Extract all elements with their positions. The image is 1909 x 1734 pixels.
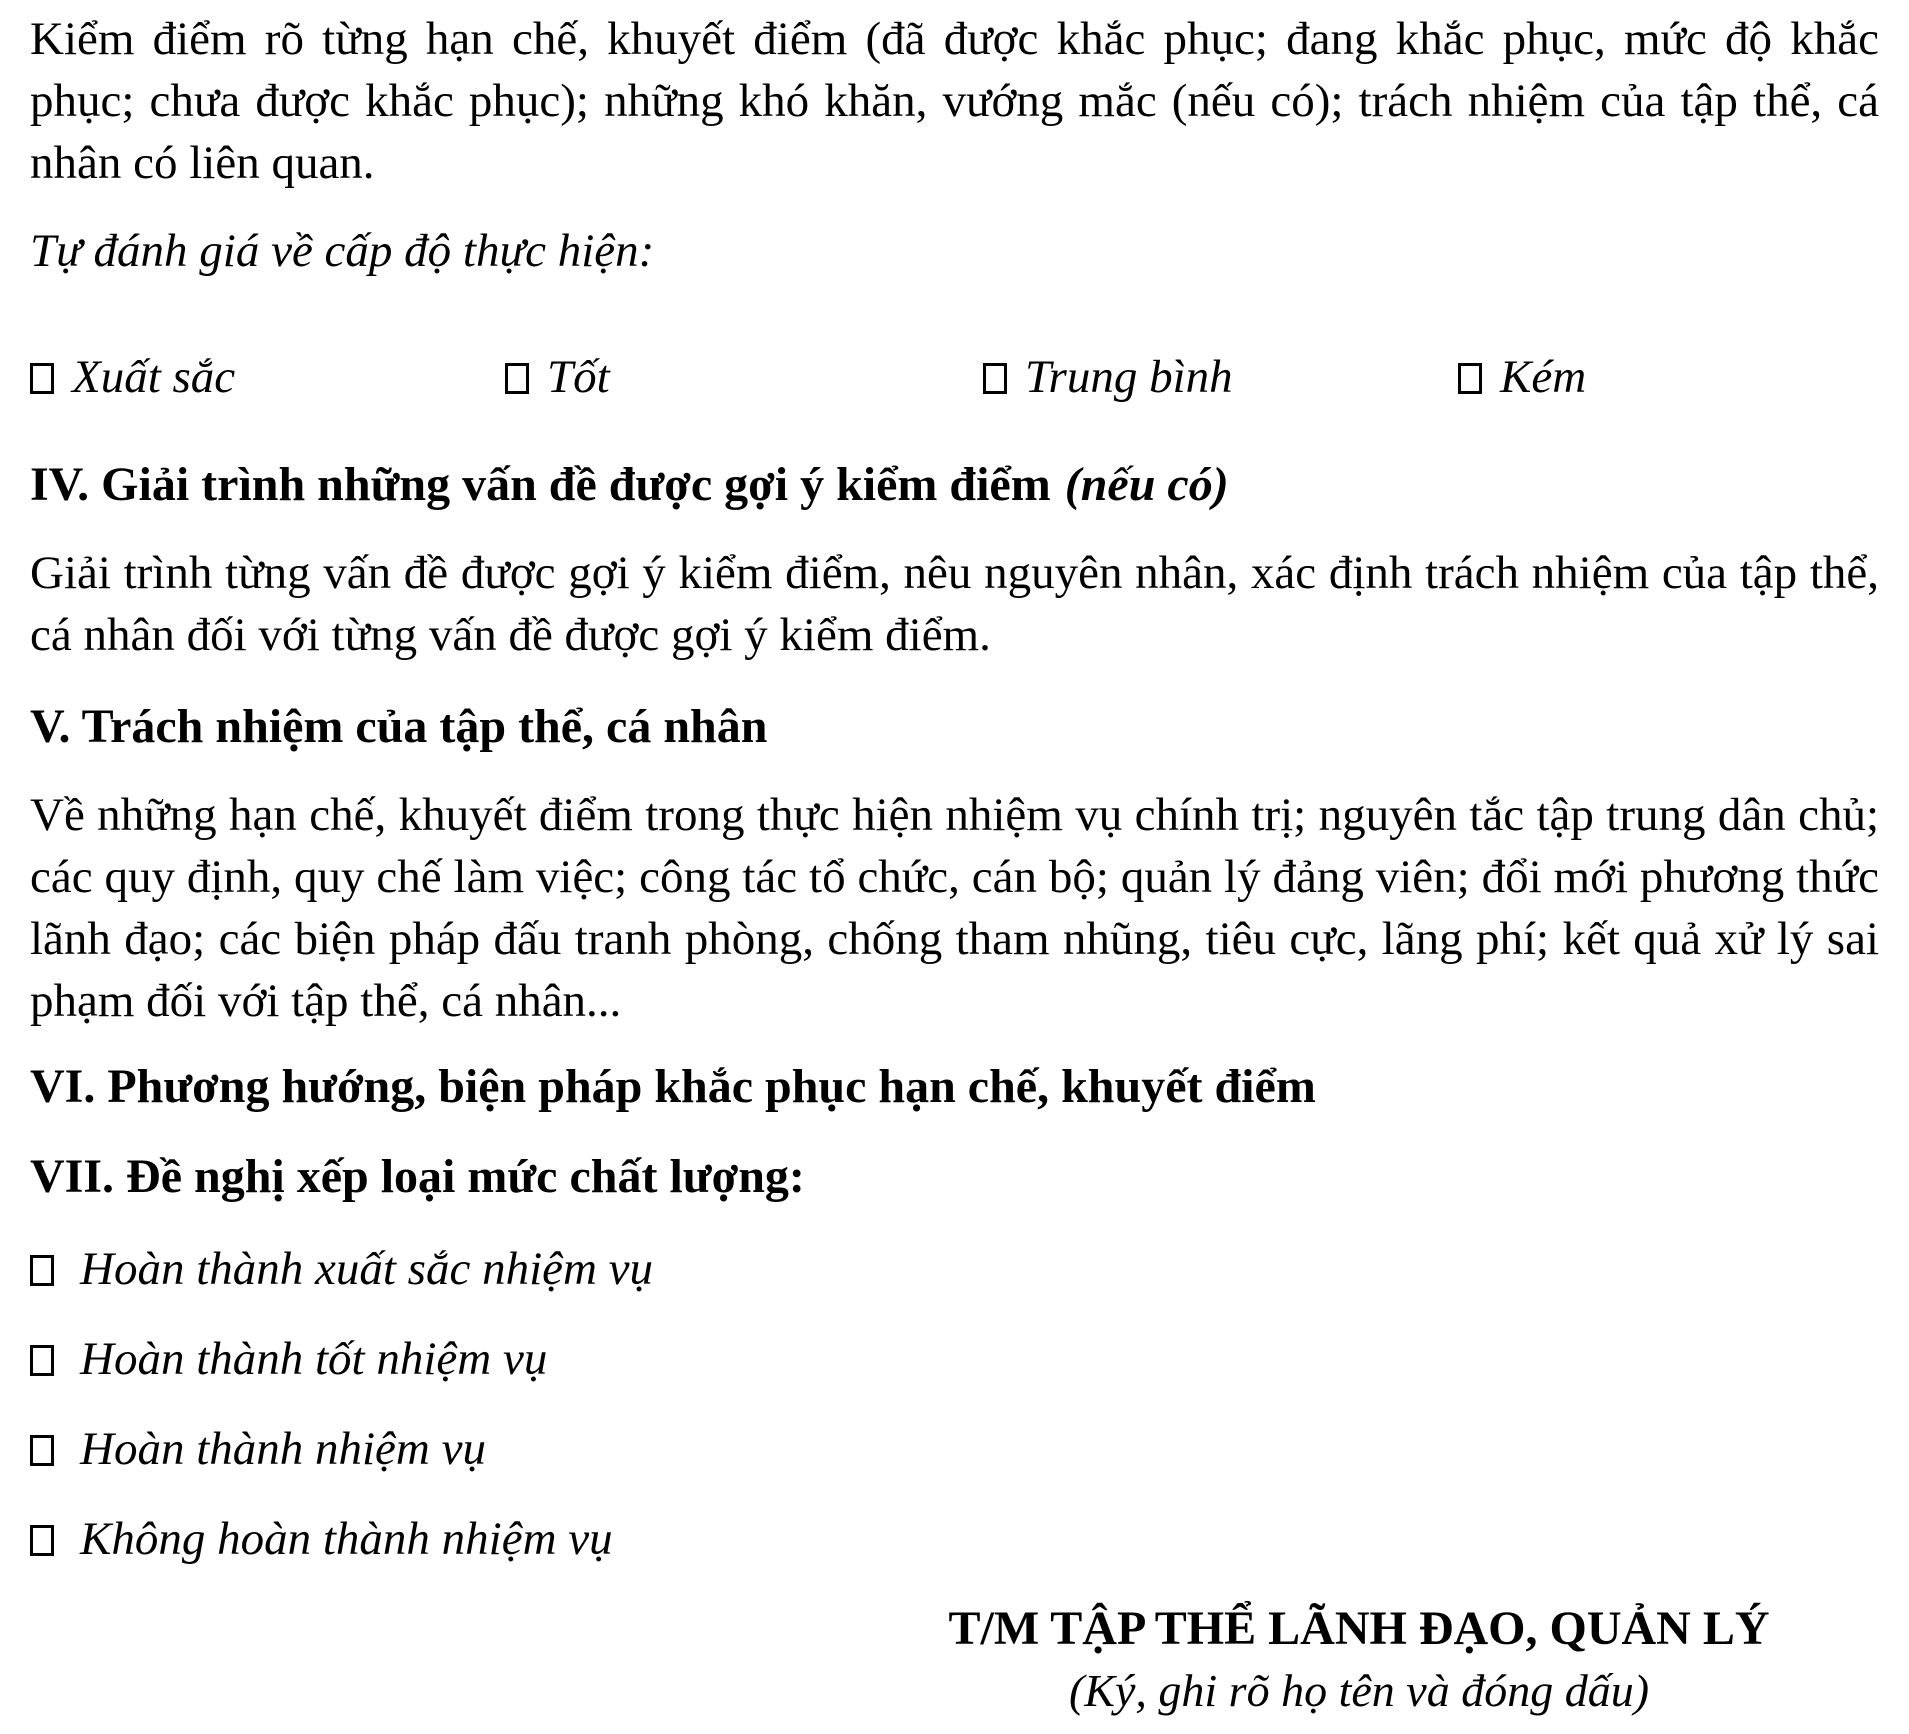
quality-option-label: Hoàn thành nhiệm vụ [80, 1423, 486, 1475]
rating-option-label: Kém [1500, 351, 1587, 403]
section-v-heading: V. Trách nhiệm của tập thể, cá nhân [30, 700, 768, 753]
quality-option-hoan-thanh[interactable] [30, 1418, 1879, 1480]
checkbox-icon[interactable] [30, 363, 54, 394]
checkbox-icon[interactable] [983, 363, 1007, 394]
quality-option-khong-hoan-thanh[interactable] [30, 1508, 1879, 1570]
signature-title: T/M TẬP THỂ LÃNH ĐẠO, QUẢN LÝ [948, 1602, 1770, 1655]
quality-option-hoan-thanh-xuat-sac[interactable] [30, 1238, 1879, 1300]
quality-option-hoan-thanh-tot[interactable] [30, 1328, 1879, 1390]
quality-option-label: Không hoàn thành nhiệm vụ [80, 1513, 613, 1565]
quality-rating-options [30, 1238, 1879, 1570]
checkbox-icon[interactable] [30, 1525, 54, 1556]
quality-option-label: Hoàn thành xuất sắc nhiệm vụ [80, 1243, 654, 1295]
checkbox-icon[interactable] [1458, 363, 1482, 394]
section-iv-heading [30, 454, 1879, 516]
section-iv-heading-text: IV. Giải trình những vấn đề được gợi ý kiểm điểm [30, 458, 1051, 511]
section-vii-heading: VII. Đề nghị xếp loại mức chất lượng: [30, 1150, 805, 1203]
rating-option-xuat-sac[interactable] [30, 346, 505, 408]
self-assessment-options [30, 346, 1879, 408]
rating-option-label: Tốt [547, 351, 610, 403]
rating-option-label: Xuất sắc [72, 351, 236, 403]
checkbox-icon[interactable] [30, 1435, 54, 1466]
quality-option-label: Hoàn thành tốt nhiệm vụ [80, 1333, 548, 1385]
signature-block [839, 1598, 1879, 1722]
section-iv-heading-note: (nếu có) [1064, 458, 1229, 511]
section-iv-body: Giải trình từng vấn đề được gợi ý kiểm điểm, nêu nguyên nhân, xác định trách nhiệm của tập thể, cá nhân đối với từng vấn đề được gợi ý kiểm điểm. [30, 547, 1879, 661]
section-vi-heading: VI. Phương hướng, biện pháp khắc phục hạn chế, khuyết điểm [30, 1060, 1316, 1113]
self-assessment-label: Tự đánh giá về cấp độ thực hiện: [30, 225, 655, 277]
rating-option-trung-binh[interactable] [983, 346, 1458, 408]
section-v-body: Về những hạn chế, khuyết điểm trong thực hiện nhiệm vụ chính trị; nguyên tắc tập trung dân chủ; các quy định, quy chế làm việc; công tác tổ chức, cán bộ; quản lý đảng viên; đổi mới phương thức lãnh đạo; các biện pháp đấu tranh phòng, chống tham nhũng, tiêu cực, lãng phí; kết quả xử lý sai phạm đối với tập thể, cá nhân... [30, 789, 1879, 1027]
signature-note: (Ký, ghi rõ họ tên và đóng dấu) [1068, 1665, 1650, 1716]
intro-paragraph: Kiểm điểm rõ từng hạn chế, khuyết điểm (đã được khắc phục; đang khắc phục, mức độ khắc phục; chưa được khắc phục); những khó khăn, vướng mắc (nếu có); trách nhiệm của tập thể, cá nhân có liên quan. [30, 13, 1879, 189]
rating-option-kem[interactable] [1458, 346, 1879, 408]
checkbox-icon[interactable] [30, 1255, 54, 1286]
checkbox-icon[interactable] [505, 363, 529, 394]
rating-option-label: Trung bình [1025, 351, 1233, 403]
rating-option-tot[interactable] [505, 346, 983, 408]
checkbox-icon[interactable] [30, 1345, 54, 1376]
